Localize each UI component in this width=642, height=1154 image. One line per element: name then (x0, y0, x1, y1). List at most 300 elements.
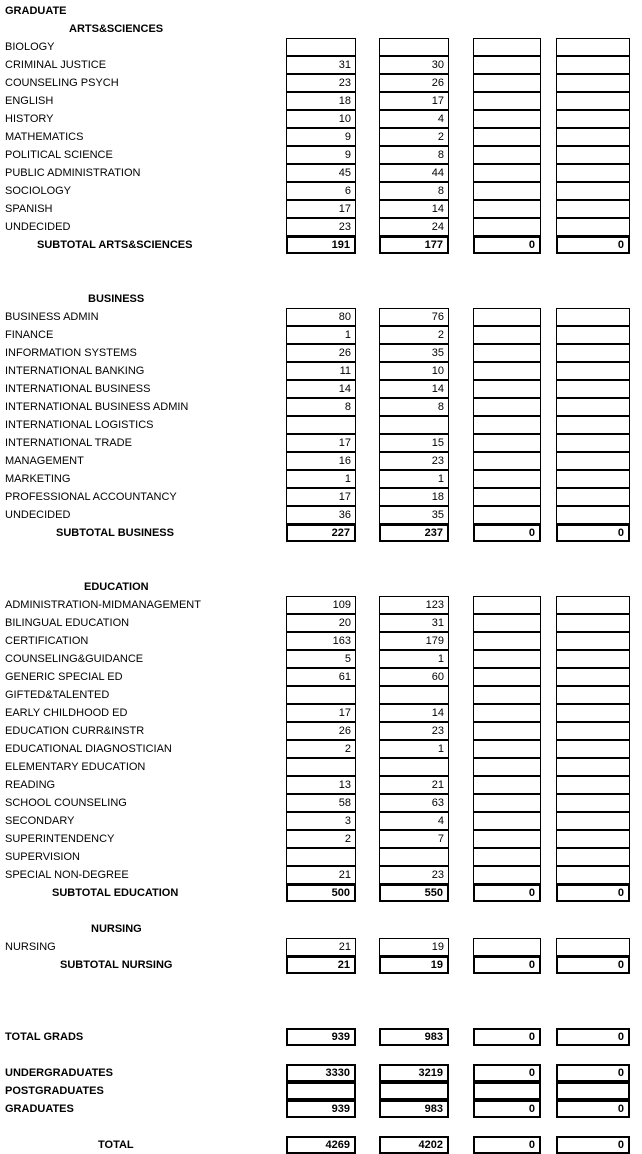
value-cell[interactable] (473, 596, 541, 614)
value-cell[interactable] (556, 812, 630, 830)
value-cell[interactable]: 8 (286, 398, 356, 416)
value-cell[interactable]: 80 (286, 308, 356, 326)
grand-total-row (0, 1136, 642, 1154)
value-cell[interactable] (556, 758, 630, 776)
row-label: UNDECIDED (5, 509, 71, 521)
value-cell[interactable]: 23 (379, 722, 449, 740)
value-cell[interactable]: 0 (473, 1100, 541, 1118)
section-heading: EDUCATION (84, 581, 149, 593)
table-row (0, 56, 642, 74)
row-label: ADMINISTRATION-MIDMANAGEMENT (5, 599, 201, 611)
table-row (0, 362, 642, 380)
subtotal-label: SUBTOTAL NURSING (60, 959, 173, 971)
value-cell[interactable]: 0 (473, 524, 541, 542)
table-row (0, 452, 642, 470)
value-cell[interactable] (556, 650, 630, 668)
value-cell[interactable] (473, 758, 541, 776)
value-cell[interactable] (556, 452, 630, 470)
table-row (0, 488, 642, 506)
value-cell[interactable]: 24 (379, 218, 449, 236)
subtotal-row (0, 524, 642, 542)
row-label: ELEMENTARY EDUCATION (5, 761, 146, 773)
row-label: GIFTED&TALENTED (5, 689, 110, 701)
value-cell[interactable]: 31 (379, 614, 449, 632)
value-cell[interactable] (379, 848, 449, 866)
table-row (0, 416, 642, 434)
value-cell[interactable]: 26 (286, 344, 356, 362)
value-cell[interactable]: 123 (379, 596, 449, 614)
table-row (0, 614, 642, 632)
section-heading-row (0, 2, 642, 20)
value-cell[interactable] (556, 344, 630, 362)
value-cell[interactable] (556, 56, 630, 74)
value-cell[interactable] (556, 326, 630, 344)
value-cell[interactable] (473, 704, 541, 722)
value-cell[interactable]: 1 (286, 326, 356, 344)
section-heading: ARTS&SCIENCES (69, 23, 164, 35)
value-cell[interactable] (473, 794, 541, 812)
value-cell[interactable] (556, 848, 630, 866)
value-cell[interactable]: 1 (379, 470, 449, 488)
subtotal-label: SUBTOTAL BUSINESS (56, 527, 174, 539)
value-cell[interactable]: 2 (379, 326, 449, 344)
value-cell[interactable] (473, 416, 541, 434)
value-cell[interactable]: 983 (379, 1100, 449, 1118)
value-cell[interactable] (556, 110, 630, 128)
value-cell[interactable]: 1 (379, 740, 449, 758)
table-row (0, 146, 642, 164)
table-row (0, 704, 642, 722)
value-cell[interactable]: 76 (379, 308, 449, 326)
value-cell[interactable] (473, 362, 541, 380)
value-cell[interactable] (556, 398, 630, 416)
value-cell[interactable]: 10 (379, 362, 449, 380)
value-cell[interactable]: 60 (379, 668, 449, 686)
value-cell[interactable]: 7 (379, 830, 449, 848)
value-cell[interactable]: 19 (379, 956, 449, 974)
value-cell[interactable]: 14 (379, 704, 449, 722)
row-label: SCHOOL COUNSELING (5, 797, 127, 809)
value-cell[interactable] (473, 92, 541, 110)
page-title: GRADUATE (5, 5, 67, 17)
value-cell[interactable] (473, 1082, 541, 1100)
row-label: SUPERINTENDENCY (5, 833, 115, 845)
summary-label: UNDERGRADUATES (5, 1067, 113, 1079)
row-label: MANAGEMENT (5, 455, 84, 467)
table-row (0, 506, 642, 524)
table-row (0, 74, 642, 92)
value-cell[interactable] (473, 200, 541, 218)
value-cell[interactable]: 0 (556, 884, 630, 902)
table-row (0, 740, 642, 758)
value-cell[interactable]: 19 (379, 938, 449, 956)
value-cell[interactable]: 0 (556, 1028, 630, 1046)
row-label: HISTORY (5, 113, 54, 125)
value-cell[interactable] (286, 1082, 356, 1100)
value-cell[interactable]: 30 (379, 56, 449, 74)
summary-row (0, 1082, 642, 1100)
value-cell[interactable]: 2 (379, 128, 449, 146)
value-cell[interactable]: 58 (286, 794, 356, 812)
value-cell[interactable] (473, 866, 541, 884)
value-cell[interactable] (556, 596, 630, 614)
table-row (0, 866, 642, 884)
table-row (0, 722, 642, 740)
value-cell[interactable]: 9 (286, 128, 356, 146)
value-cell[interactable] (473, 632, 541, 650)
value-cell[interactable]: 8 (379, 182, 449, 200)
value-cell[interactable]: 45 (286, 164, 356, 182)
value-cell[interactable]: 227 (286, 524, 356, 542)
table-row (0, 218, 642, 236)
value-cell[interactable] (473, 938, 541, 956)
value-cell[interactable] (473, 686, 541, 704)
value-cell[interactable]: 63 (379, 794, 449, 812)
value-cell[interactable]: 0 (556, 956, 630, 974)
value-cell[interactable]: 18 (286, 92, 356, 110)
value-cell[interactable] (473, 128, 541, 146)
value-cell[interactable] (556, 506, 630, 524)
value-cell[interactable]: 14 (379, 380, 449, 398)
summary-label: GRADUATES (5, 1103, 74, 1115)
row-label: EDUCATIONAL DIAGNOSTICIAN (5, 743, 172, 755)
value-cell[interactable] (556, 308, 630, 326)
value-cell[interactable]: 21 (286, 956, 356, 974)
row-label: PUBLIC ADMINISTRATION (5, 167, 141, 179)
value-cell[interactable]: 4202 (379, 1136, 449, 1154)
table-row (0, 110, 642, 128)
grand-total-label: TOTAL (98, 1139, 134, 1151)
value-cell[interactable] (556, 794, 630, 812)
value-cell[interactable] (556, 218, 630, 236)
value-cell[interactable]: 17 (286, 704, 356, 722)
row-label: INTERNATIONAL BANKING (5, 365, 145, 377)
value-cell[interactable]: 2 (286, 740, 356, 758)
table-row (0, 650, 642, 668)
value-cell[interactable] (556, 200, 630, 218)
table-row (0, 434, 642, 452)
value-cell[interactable]: 0 (556, 1064, 630, 1082)
value-cell[interactable]: 1 (379, 650, 449, 668)
value-cell[interactable] (286, 758, 356, 776)
total-grads-row (0, 1028, 642, 1046)
value-cell[interactable]: 4 (379, 812, 449, 830)
row-label: BUSINESS ADMIN (5, 311, 99, 323)
value-cell[interactable]: 17 (286, 200, 356, 218)
table-row (0, 938, 642, 956)
value-cell[interactable]: 18 (379, 488, 449, 506)
value-cell[interactable] (556, 434, 630, 452)
value-cell[interactable]: 109 (286, 596, 356, 614)
value-cell[interactable] (556, 668, 630, 686)
subtotal-label: SUBTOTAL EDUCATION (52, 887, 179, 899)
section-heading-row (0, 920, 642, 938)
value-cell[interactable] (556, 830, 630, 848)
value-cell[interactable] (286, 38, 356, 56)
value-cell[interactable]: 26 (379, 74, 449, 92)
value-cell[interactable] (556, 92, 630, 110)
summary-row (0, 1064, 642, 1082)
row-label: POLITICAL SCIENCE (5, 149, 113, 161)
value-cell[interactable] (556, 38, 630, 56)
table-row (0, 470, 642, 488)
value-cell[interactable]: 0 (556, 1100, 630, 1118)
value-cell[interactable] (473, 470, 541, 488)
value-cell[interactable]: 35 (379, 344, 449, 362)
value-cell[interactable]: 21 (286, 938, 356, 956)
value-cell[interactable] (473, 668, 541, 686)
summary-row (0, 1100, 642, 1118)
value-cell[interactable] (556, 632, 630, 650)
value-cell[interactable] (379, 686, 449, 704)
table-row (0, 776, 642, 794)
value-cell[interactable] (473, 848, 541, 866)
table-row (0, 848, 642, 866)
value-cell[interactable] (473, 74, 541, 92)
row-label: BIOLOGY (5, 41, 55, 53)
value-cell[interactable]: 237 (379, 524, 449, 542)
value-cell[interactable] (473, 110, 541, 128)
value-cell[interactable]: 26 (286, 722, 356, 740)
value-cell[interactable]: 44 (379, 164, 449, 182)
table-row (0, 92, 642, 110)
value-cell[interactable] (473, 164, 541, 182)
value-cell[interactable] (473, 506, 541, 524)
value-cell[interactable] (473, 308, 541, 326)
table-row (0, 668, 642, 686)
value-cell[interactable]: 4269 (286, 1136, 356, 1154)
table-row (0, 812, 642, 830)
value-cell[interactable] (556, 380, 630, 398)
value-cell[interactable]: 8 (379, 146, 449, 164)
value-cell[interactable] (473, 146, 541, 164)
subtotal-row (0, 236, 642, 254)
value-cell[interactable] (473, 380, 541, 398)
value-cell[interactable]: 0 (556, 1136, 630, 1154)
value-cell[interactable] (473, 326, 541, 344)
row-label: CERTIFICATION (5, 635, 89, 647)
value-cell[interactable] (473, 812, 541, 830)
value-cell[interactable]: 21 (286, 866, 356, 884)
value-cell[interactable]: 35 (379, 506, 449, 524)
row-label: ENGLISH (5, 95, 54, 107)
row-label: EARLY CHILDHOOD ED (5, 707, 128, 719)
value-cell[interactable]: 179 (379, 632, 449, 650)
table-row (0, 182, 642, 200)
table-row (0, 164, 642, 182)
row-label: MARKETING (5, 473, 71, 485)
row-label: INTERNATIONAL TRADE (5, 437, 132, 449)
table-row (0, 632, 642, 650)
value-cell[interactable] (556, 614, 630, 632)
value-cell[interactable] (473, 56, 541, 74)
value-cell[interactable] (473, 614, 541, 632)
table-row (0, 596, 642, 614)
value-cell[interactable] (556, 488, 630, 506)
value-cell[interactable]: 1 (286, 470, 356, 488)
value-cell[interactable]: 500 (286, 884, 356, 902)
value-cell[interactable] (473, 650, 541, 668)
value-cell[interactable]: 0 (556, 524, 630, 542)
table-row (0, 380, 642, 398)
value-cell[interactable]: 9 (286, 146, 356, 164)
value-cell[interactable]: 10 (286, 110, 356, 128)
value-cell[interactable]: 0 (473, 236, 541, 254)
row-label: SUPERVISION (5, 851, 80, 863)
table-row (0, 344, 642, 362)
value-cell[interactable]: 983 (379, 1028, 449, 1046)
value-cell[interactable]: 23 (286, 74, 356, 92)
value-cell[interactable]: 0 (556, 236, 630, 254)
subtotal-label: SUBTOTAL ARTS&SCIENCES (37, 239, 193, 251)
value-cell[interactable]: 3 (286, 812, 356, 830)
value-cell[interactable] (286, 848, 356, 866)
section-heading-row (0, 290, 642, 308)
row-label: COUNSELING PSYCH (5, 77, 119, 89)
value-cell[interactable]: 6 (286, 182, 356, 200)
value-cell[interactable] (556, 704, 630, 722)
value-cell[interactable]: 550 (379, 884, 449, 902)
table-row (0, 686, 642, 704)
value-cell[interactable] (473, 182, 541, 200)
value-cell[interactable] (379, 1082, 449, 1100)
row-label: SECONDARY (5, 815, 75, 827)
value-cell[interactable]: 939 (286, 1100, 356, 1118)
value-cell[interactable]: 36 (286, 506, 356, 524)
value-cell[interactable] (556, 128, 630, 146)
row-label: SPECIAL NON-DEGREE (5, 869, 129, 881)
value-cell[interactable] (556, 416, 630, 434)
row-label: CRIMINAL JUSTICE (5, 59, 107, 71)
row-label: INTERNATIONAL BUSINESS ADMIN (5, 401, 189, 413)
value-cell[interactable] (286, 416, 356, 434)
value-cell[interactable]: 3330 (286, 1064, 356, 1082)
value-cell[interactable] (556, 470, 630, 488)
value-cell[interactable]: 11 (286, 362, 356, 380)
value-cell[interactable]: 61 (286, 668, 356, 686)
value-cell[interactable]: 0 (473, 956, 541, 974)
value-cell[interactable]: 13 (286, 776, 356, 794)
summary-label: POSTGRADUATES (5, 1085, 104, 1097)
section-heading: BUSINESS (88, 293, 145, 305)
row-label: SPANISH (5, 203, 53, 215)
table-row (0, 200, 642, 218)
value-cell[interactable] (473, 344, 541, 362)
value-cell[interactable] (473, 740, 541, 758)
value-cell[interactable] (473, 776, 541, 794)
value-cell[interactable]: 5 (286, 650, 356, 668)
value-cell[interactable]: 0 (473, 1136, 541, 1154)
section-heading-row (0, 20, 642, 38)
value-cell[interactable]: 21 (379, 776, 449, 794)
value-cell[interactable] (556, 686, 630, 704)
value-cell[interactable]: 17 (286, 434, 356, 452)
row-label: INFORMATION SYSTEMS (5, 347, 137, 359)
value-cell[interactable]: 14 (286, 380, 356, 398)
value-cell[interactable] (556, 146, 630, 164)
value-cell[interactable] (556, 740, 630, 758)
value-cell[interactable] (473, 452, 541, 470)
value-cell[interactable]: 14 (379, 200, 449, 218)
total-grads-label: TOTAL GRADS (5, 1031, 84, 1043)
row-label: PROFESSIONAL ACCOUNTANCY (5, 491, 177, 503)
value-cell[interactable]: 4 (379, 110, 449, 128)
value-cell[interactable]: 23 (379, 452, 449, 470)
section-heading: NURSING (91, 923, 142, 935)
value-cell[interactable] (556, 938, 630, 956)
value-cell[interactable]: 177 (379, 236, 449, 254)
value-cell[interactable] (379, 38, 449, 56)
value-cell[interactable]: 15 (379, 434, 449, 452)
row-label: UNDECIDED (5, 221, 71, 233)
value-cell[interactable]: 2 (286, 830, 356, 848)
value-cell[interactable] (473, 488, 541, 506)
value-cell[interactable] (473, 722, 541, 740)
value-cell[interactable] (473, 434, 541, 452)
table-row (0, 398, 642, 416)
value-cell[interactable]: 23 (379, 866, 449, 884)
value-cell[interactable] (556, 74, 630, 92)
value-cell[interactable]: 0 (473, 1064, 541, 1082)
row-label: READING (5, 779, 56, 791)
value-cell[interactable]: 16 (286, 452, 356, 470)
row-label: INTERNATIONAL LOGISTICS (5, 419, 154, 431)
value-cell[interactable]: 8 (379, 398, 449, 416)
value-cell[interactable] (556, 362, 630, 380)
value-cell[interactable]: 17 (379, 92, 449, 110)
value-cell[interactable] (286, 686, 356, 704)
row-label: COUNSELING&GUIDANCE (5, 653, 144, 665)
value-cell[interactable]: 17 (286, 488, 356, 506)
row-label: EDUCATION CURR&INSTR (5, 725, 145, 737)
value-cell[interactable] (379, 416, 449, 434)
value-cell[interactable]: 191 (286, 236, 356, 254)
value-cell[interactable]: 20 (286, 614, 356, 632)
row-label: SOCIOLOGY (5, 185, 72, 197)
value-cell[interactable]: 163 (286, 632, 356, 650)
value-cell[interactable]: 3219 (379, 1064, 449, 1082)
table-row (0, 830, 642, 848)
row-label: INTERNATIONAL BUSINESS (5, 383, 151, 395)
table-row (0, 128, 642, 146)
value-cell[interactable] (556, 164, 630, 182)
value-cell[interactable] (473, 218, 541, 236)
value-cell[interactable] (473, 38, 541, 56)
value-cell[interactable]: 23 (286, 218, 356, 236)
value-cell[interactable] (556, 866, 630, 884)
value-cell[interactable] (556, 1082, 630, 1100)
value-cell[interactable]: 0 (473, 1028, 541, 1046)
table-row (0, 308, 642, 326)
table-row (0, 758, 642, 776)
subtotal-row (0, 884, 642, 902)
row-label: MATHEMATICS (5, 131, 84, 143)
value-cell[interactable] (556, 182, 630, 200)
row-label: NURSING (5, 941, 56, 953)
value-cell[interactable] (379, 758, 449, 776)
value-cell[interactable] (473, 830, 541, 848)
row-label: FINANCE (5, 329, 54, 341)
value-cell[interactable]: 939 (286, 1028, 356, 1046)
value-cell[interactable] (556, 722, 630, 740)
value-cell[interactable]: 0 (473, 884, 541, 902)
value-cell[interactable] (556, 776, 630, 794)
subtotal-row (0, 956, 642, 974)
value-cell[interactable] (473, 398, 541, 416)
table-row (0, 38, 642, 56)
row-label: GENERIC SPECIAL ED (5, 671, 123, 683)
value-cell[interactable]: 31 (286, 56, 356, 74)
